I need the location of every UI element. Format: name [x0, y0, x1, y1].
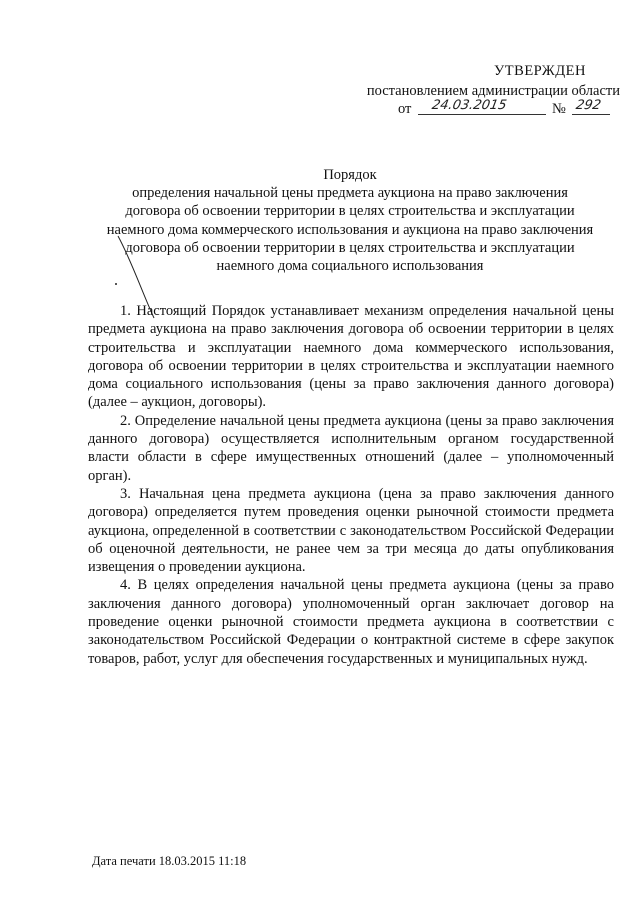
- from-label: от: [398, 101, 412, 117]
- approval-title: УТВЕРЖДЕН: [494, 63, 586, 79]
- handwritten-number: 292: [574, 98, 603, 113]
- heading-line: договора об освоении территории в целях строительства и эксплуатации: [125, 239, 575, 256]
- paragraph-2: 2. Определение начальной цены предмета аукциона (цены за право заключения данного договора) осуществляется исполнительным органом государственной власти области в сфере имущественных отношений (далее – уполномоченный орган).: [88, 412, 614, 484]
- approval-block: [340, 62, 620, 120]
- heading-line: определения начальной цены предмета аукциона на право заключения: [132, 185, 568, 202]
- heading-line: договора об освоении территории в целях строительства и эксплуатации: [125, 203, 575, 220]
- date-underline: [418, 114, 546, 115]
- heading-title: Порядок: [323, 167, 377, 183]
- handwritten-date: 24.03.2015: [430, 98, 508, 113]
- heading-line: наемного дома коммерческого использования и аукциона на право заключения: [106, 221, 594, 238]
- number-label: №: [552, 101, 566, 117]
- document-body: [88, 302, 614, 668]
- document-heading: [95, 166, 605, 275]
- number-underline: [572, 114, 610, 115]
- paragraph-3: 3. Начальная цена предмета аукциона (цена за право заключения данного договора) определяется путем проведения оценки рыночной стоимости предмета аукциона, определенной в соответствии с законодательством Российской Федерации об оценочной деятельности, не ранее чем за три месяца до даты опубликования извещения о проведении аукциона.: [88, 485, 614, 576]
- heading-line: наемного дома социального использования: [216, 258, 484, 275]
- approval-date-number-row: [340, 100, 620, 120]
- print-date: Дата печати 18.03.2015 11:18: [92, 854, 247, 868]
- approval-decree: постановлением администрации области: [366, 83, 620, 99]
- paragraph-4: 4. В целях определения начальной цены предмета аукциона (цены за право заключения данного договора) уполномоченный орган заключает договор на проведение оценки рыночной стоимости предмета аукциона в соответствии с законодательством Российской Федерации о контрактной системе в сфере закупок товаров, работ, услуг для обеспечения государственных и муниципальных нужд.: [88, 577, 614, 667]
- paragraph-1: 1. Настоящий Порядок устанавливает механизм определения начальной цены предмета аукциона на право заключения договора об освоении территории в целях строительства и эксплуатации наемного дома коммерческого использования, договора об освоении территории в целях строительства и эксплуатации наемного дома социального использования (цены за право заключения данного договора) (далее – аукцион, договоры).: [88, 303, 614, 411]
